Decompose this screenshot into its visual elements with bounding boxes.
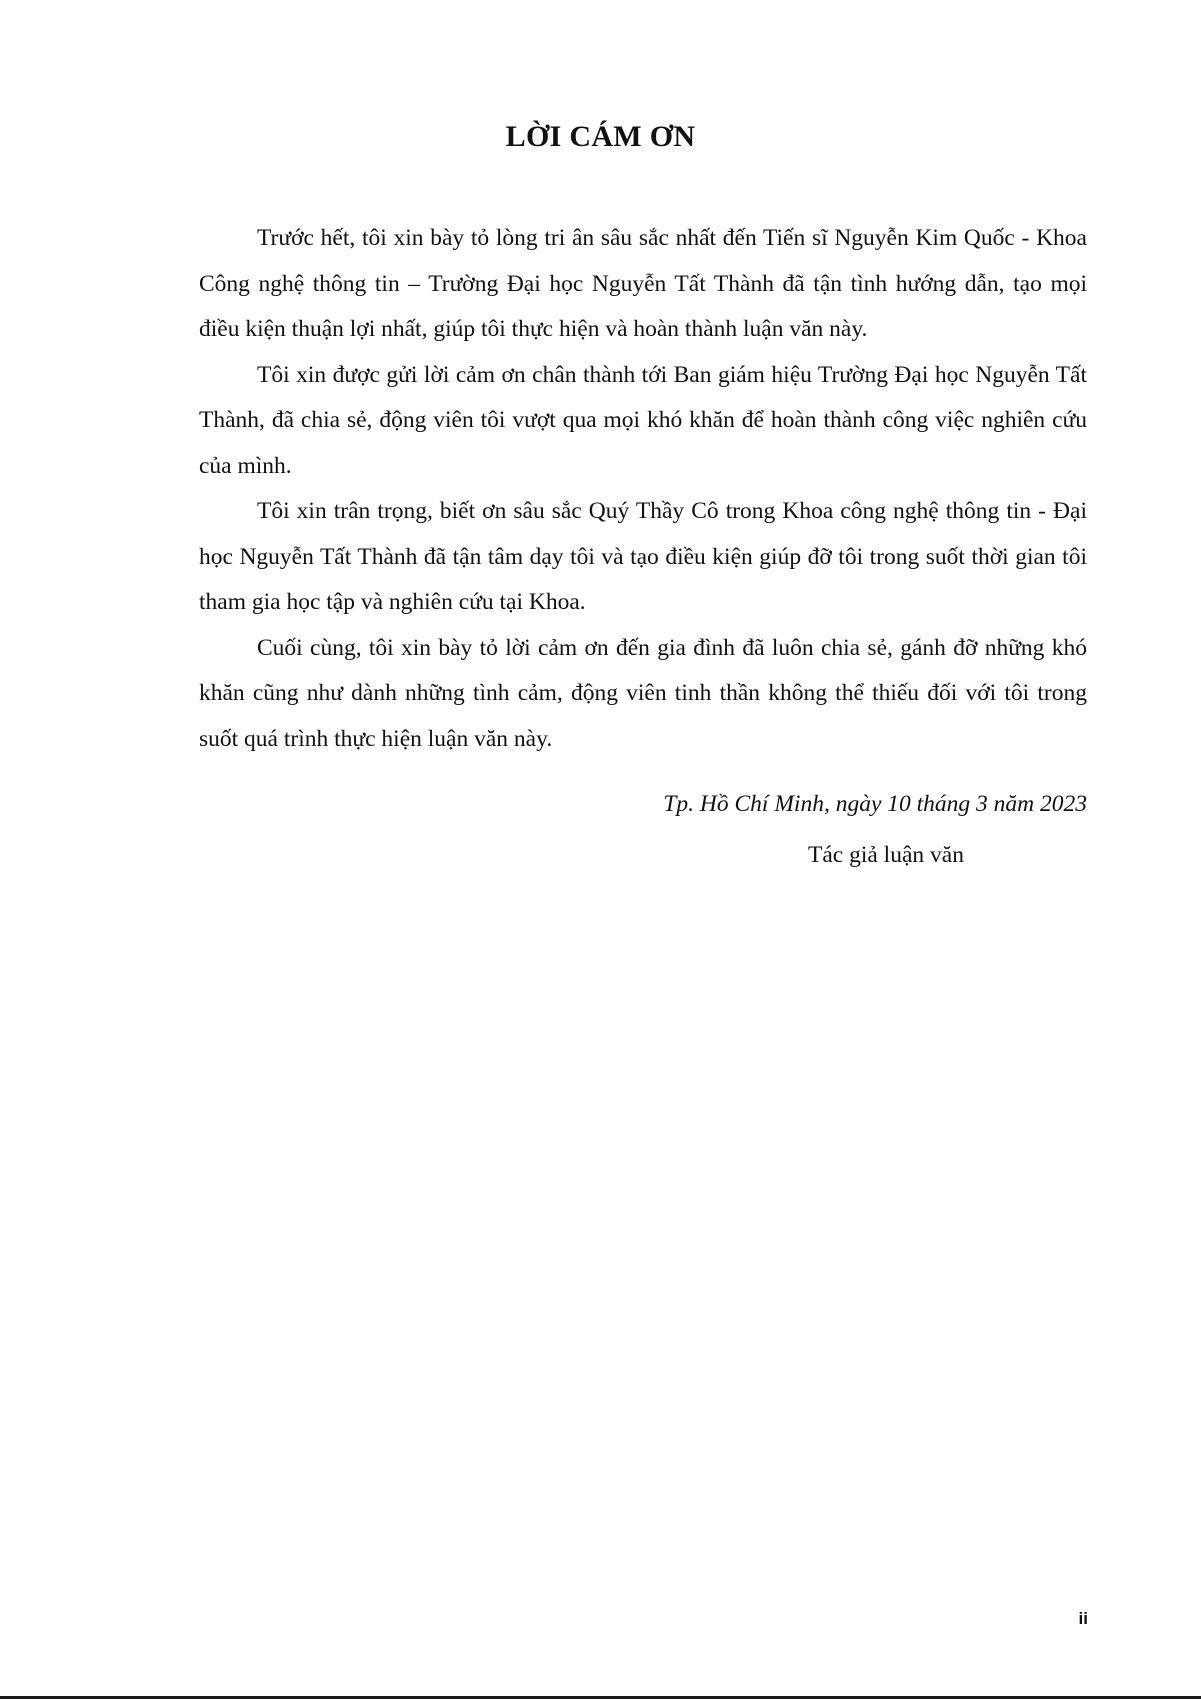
page-title: LỜI CÁM ƠN xyxy=(505,120,696,153)
page-number: ii xyxy=(1078,1609,1088,1628)
paragraph-2: Tôi xin được gửi lời cảm ơn chân thành tới Ban giám hiệu Trường Đại học Nguyễn Tất Thành, đã chia sẻ, động viên tôi vượt qua mọi khó khăn để hoàn thành công việc nghiên cứu của mình. xyxy=(199,361,1087,479)
paragraph-1: Trước hết, tôi xin bày tỏ lòng tri ân sâu sắc nhất đến Tiến sĩ Nguyễn Kim Quốc - Khoa Công nghệ thông tin – Trường Đại học Nguyễn Tất Thành đã tận tình hướng dẫn, tạo mọi điều kiện thuận lợi nhất, giúp tôi thực hiện và hoàn thành luận văn này. xyxy=(199,225,1087,342)
date-line: Tp. Hồ Chí Minh, ngày 10 tháng 3 năm 2023 xyxy=(663,791,1087,817)
paragraph-4: Cuối cùng, tôi xin bày tỏ lời cảm ơn đến gia đình đã luôn chia sẻ, gánh đỡ những khó khăn cũng như dành những tình cảm, động viên tinh thần không thể thiếu đối với tôi trong suốt quá trình thực hiện luận văn này. xyxy=(199,634,1087,752)
author-line: Tác giả luận văn xyxy=(808,842,964,868)
acknowledgement-body xyxy=(199,216,1087,762)
paragraph-3: Tôi xin trân trọng, biết ơn sâu sắc Quý Thầy Cô trong Khoa công nghệ thông tin - Đại học Nguyễn Tất Thành đã tận tâm dạy tôi và tạo điều kiện giúp đỡ tôi trong suốt thời gian tôi tham gia học tập và nghiên cứu tại Khoa. xyxy=(199,498,1087,615)
